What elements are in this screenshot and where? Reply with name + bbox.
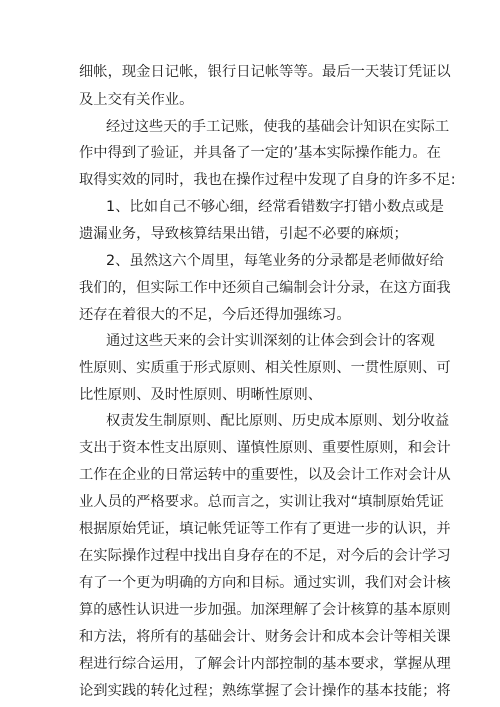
text-line-18: 根据原始凭证，填记帐凭证等工作有了更进一步的认识，并 [79, 521, 451, 537]
text-line-20: 有了一个更为明确的方向和目标。通过实训，我们对会计核 [79, 575, 451, 591]
text-line-2: 及上交有关作业。 [79, 92, 194, 108]
text-line-21: 算的感性认识进一步加强。加深理解了会计核算的基本原则 [79, 602, 451, 618]
text-line-22: 和方法，将所有的基础会计、财务会计和成本会计等相关课 [79, 629, 451, 645]
text-line-4: 作中得到了验证，并具备了一定的’基本实际操作能力。在 [79, 145, 441, 161]
text-line-9: 我们的，但实际工作中还须自己编制会计分录，在这方面我 [79, 280, 451, 296]
text-line-6: 1、比如自己不够心细，经常看错数字打错小数点或是 [106, 199, 444, 215]
text-line-15: 支出于资本性支出原则、谨慎性原则、重要性原则，和会计 [79, 440, 451, 456]
text-line-16: 工作在企业的日常运转中的重要性，以及会计工作对会计从 [79, 467, 451, 483]
text-line-13: 比性原则、及时性原则、明晰性原则、 [79, 387, 323, 403]
text-line-24: 论到实践的转化过程；熟练掌握了会计操作的基本技能；将 [79, 683, 451, 699]
text-line-17: 业人员的严格要求。总而言之，实训让我对“填制原始凭证 [79, 494, 444, 510]
text-line-1: 细帐，现金日记帐，银行日记帐等等。最后一天装订凭证以 [79, 64, 451, 80]
text-line-11: 通过这些天来的会计实训深刻的让体会到会计的客观 [106, 333, 435, 349]
text-line-14: 权责发生制原则、配比原则、历史成本原则、划分收益 [106, 413, 450, 429]
text-line-23: 程进行综合运用，了解会计内部控制的基本要求，掌握从理 [79, 656, 451, 672]
text-line-7: 遗漏业务，导致核算结果出错，引起不必要的麻烦； [79, 226, 408, 242]
text-line-12: 性原则、实质重于形式原则、相关性原则、一贯性原则、可 [79, 360, 451, 376]
text-line-8: 2、虽然这六个周里，每笔业务的分录都是老师做好给 [106, 253, 444, 269]
text-line-19: 在实际操作过程中找出自身存在的不足，对今后的会计学习 [79, 548, 451, 564]
text-line-10: 还存在着很大的不足，今后还得加强练习。 [79, 307, 351, 323]
text-line-3: 经过这些天的手工记账，使我的基础会计知识在实际工 [106, 119, 450, 135]
text-line-5: 取得实效的同时，我也在操作过程中发现了自身的许多不足: [79, 172, 456, 188]
